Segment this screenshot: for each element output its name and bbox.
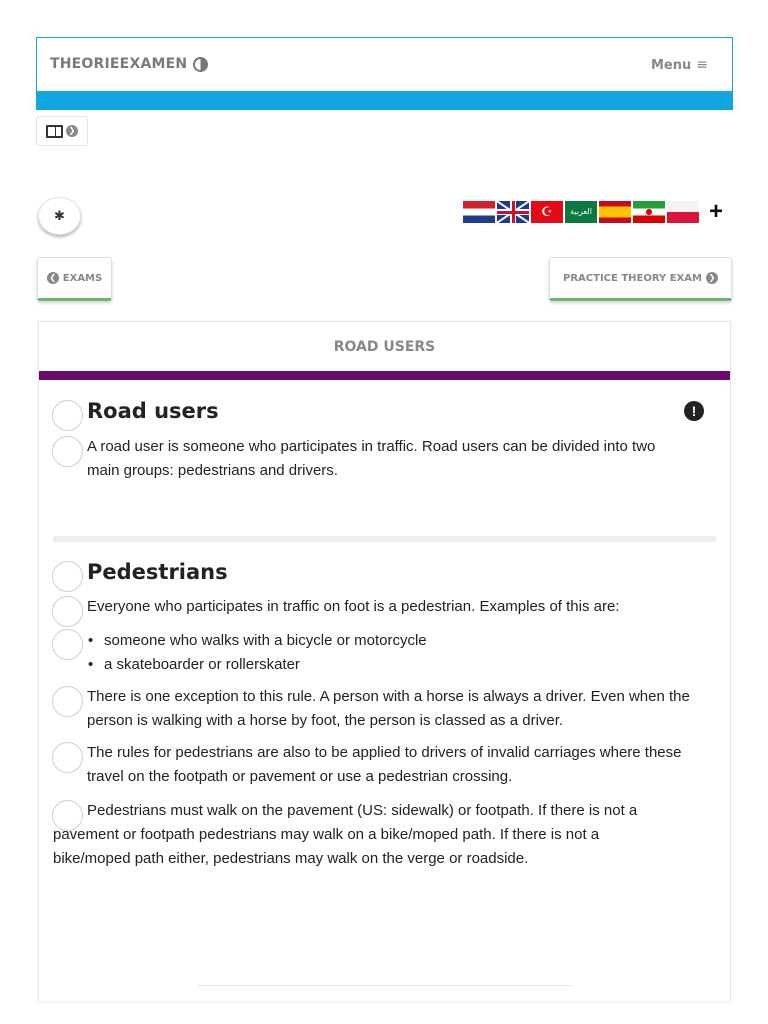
flag-fa-icon[interactable]	[633, 201, 665, 223]
hamburger-icon: ≡	[696, 57, 708, 73]
read-marker-radio[interactable]	[52, 596, 83, 627]
read-marker-radio[interactable]	[52, 629, 83, 660]
brand-logo[interactable]	[50, 56, 208, 72]
report-issue-icon[interactable]: !	[684, 401, 704, 421]
chevron-left-icon: ❮	[47, 272, 59, 284]
top-navbar	[36, 37, 733, 91]
book-icon	[46, 125, 63, 138]
read-marker-radio[interactable]	[52, 400, 83, 431]
flag-pl-icon[interactable]	[667, 201, 699, 223]
paragraph: A road user is someone who participates in traffic. Road users can be divided into two main groups: pedestrians and drivers.	[87, 438, 656, 479]
chevron-right-icon: ❯	[66, 125, 78, 137]
menu-button[interactable]	[651, 57, 708, 73]
paragraph: The rules for pedestrians are also to be applied to drivers of invalid carriages where these travel on the footpath or pavement or use a pedestrian crossing.	[87, 744, 682, 785]
section-divider	[53, 536, 716, 542]
book-toggle-button[interactable]	[36, 116, 88, 146]
header-accent-bar	[36, 91, 733, 110]
card-accent-bar	[39, 371, 730, 380]
read-marker-radio[interactable]	[52, 561, 83, 592]
language-selector	[463, 198, 724, 225]
footer-divider	[198, 985, 572, 986]
read-marker-radio[interactable]	[52, 686, 83, 717]
paragraph: Pedestrians must walk on the pavement (US: sidewalk) or footpath. If there is not a pavement or footpath pedestrians may walk on a bike/moped path. If there is not a bike/moped path either, pedestrians may walk on the verge or roadside.	[53, 802, 638, 867]
paragraph: Everyone who participates in traffic on foot is a pedestrian. Examples of this are:	[87, 598, 620, 615]
contrast-toggle-icon[interactable]	[193, 57, 208, 72]
flag-es-icon[interactable]	[599, 201, 631, 223]
exams-button-label: EXAMS	[62, 272, 103, 284]
brand-name: THEORIEEXAMEN	[50, 56, 188, 72]
read-marker-radio[interactable]	[52, 436, 83, 467]
section-title-pedestrians: Pedestrians	[87, 560, 228, 584]
section-title-road-users: Road users	[87, 399, 219, 423]
paragraph: There is one exception to this rule. A person with a horse is always a driver. Even when the person is walking with a horse by foot, the person is classed as a driver.	[87, 688, 690, 729]
exams-button[interactable]	[37, 257, 112, 301]
menu-label: Menu	[651, 57, 692, 73]
read-marker-radio[interactable]	[52, 742, 83, 773]
flag-uk-icon[interactable]	[497, 201, 529, 223]
practice-theory-exam-button[interactable]	[549, 257, 732, 301]
flag-nl-icon[interactable]	[463, 201, 495, 223]
chevron-right-icon: ❯	[706, 272, 718, 284]
examples-list	[87, 629, 427, 677]
flag-ar-icon[interactable]: العربية	[565, 201, 597, 223]
settings-button[interactable]	[38, 197, 81, 235]
list-item: • a skateboarder or rollerskater	[87, 653, 427, 677]
flag-tr-icon[interactable]: ☪	[531, 201, 563, 223]
plus-icon[interactable]: +	[709, 198, 724, 225]
gear-icon: ✱	[54, 208, 65, 223]
list-item: • someone who walks with a bicycle or motorcycle	[87, 629, 427, 653]
card-title: ROAD USERS	[333, 338, 436, 355]
practice-button-label: PRACTICE THEORY EXAM	[563, 272, 702, 284]
